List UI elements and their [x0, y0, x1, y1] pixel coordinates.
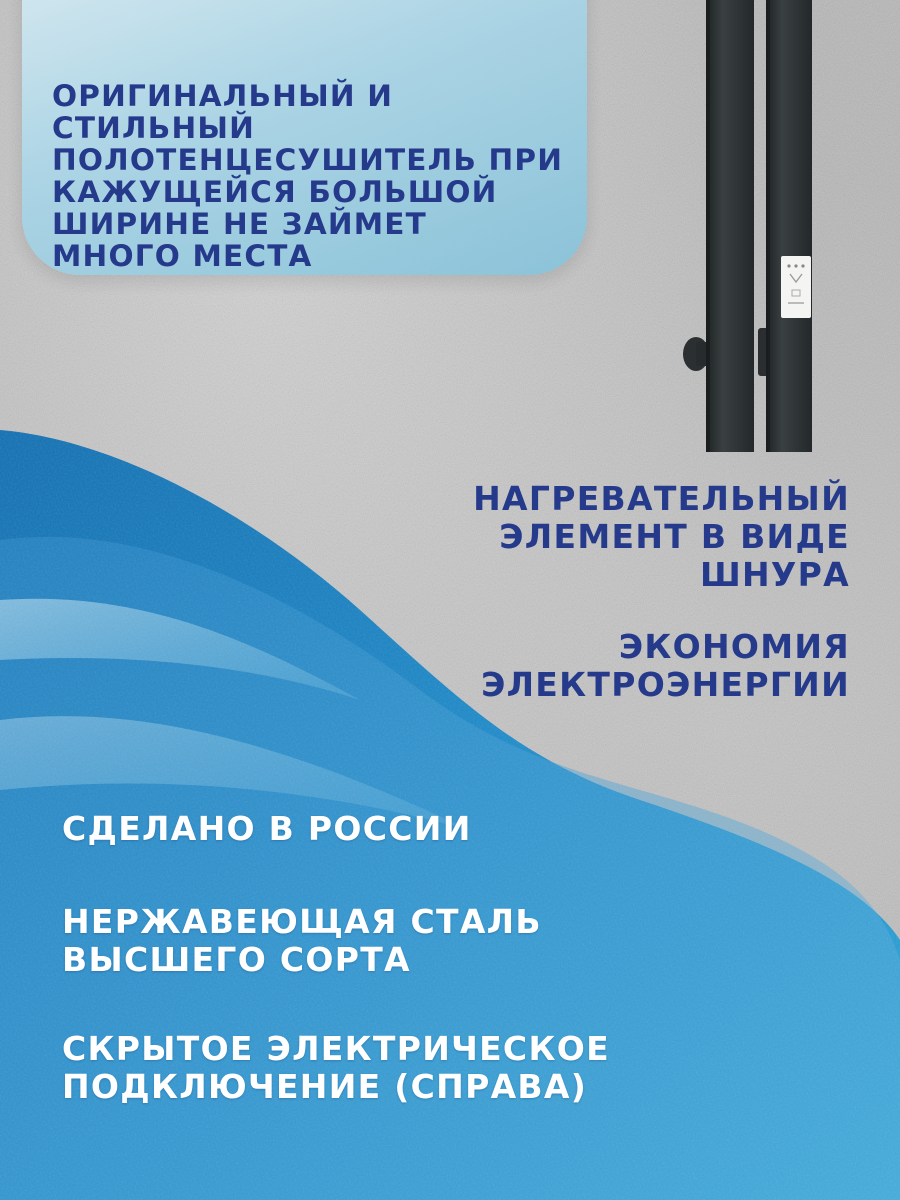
feature-energy-saving: ЭКОНОМИЯ ЭЛЕКТРОЭНЕРГИИ [481, 627, 850, 704]
control-button-icon [781, 256, 811, 318]
feature-heating-element: НАГРЕВАТЕЛЬНЫЙ ЭЛЕМЕНТ В ВИДЕ ШНУРА [473, 479, 850, 594]
towel-rail-product-image [676, 0, 826, 460]
feature-made-in-russia: СДЕЛАНО В РОССИИ [62, 809, 472, 848]
card-description: ОРИГИНАЛЬНЫЙ И СТИЛЬНЫЙ ПОЛОТЕНЦЕСУШИТЕЛЬ ПРИ КАЖУЩЕЙСЯ БОЛЬШОЙ ШИРИНЕ НЕ ЗАЙМЕТ МНОГО МЕСТА [52, 79, 564, 273]
feature-hidden-connection: СКРЫТОЕ ЭЛЕКТРИЧЕСКОЕ ПОДКЛЮЧЕНИЕ (СПРАВА) [62, 1029, 610, 1106]
feature-stainless-steel: НЕРЖАВЕЮЩАЯ СТАЛЬ ВЫСШЕГО СОРТА [62, 902, 542, 979]
